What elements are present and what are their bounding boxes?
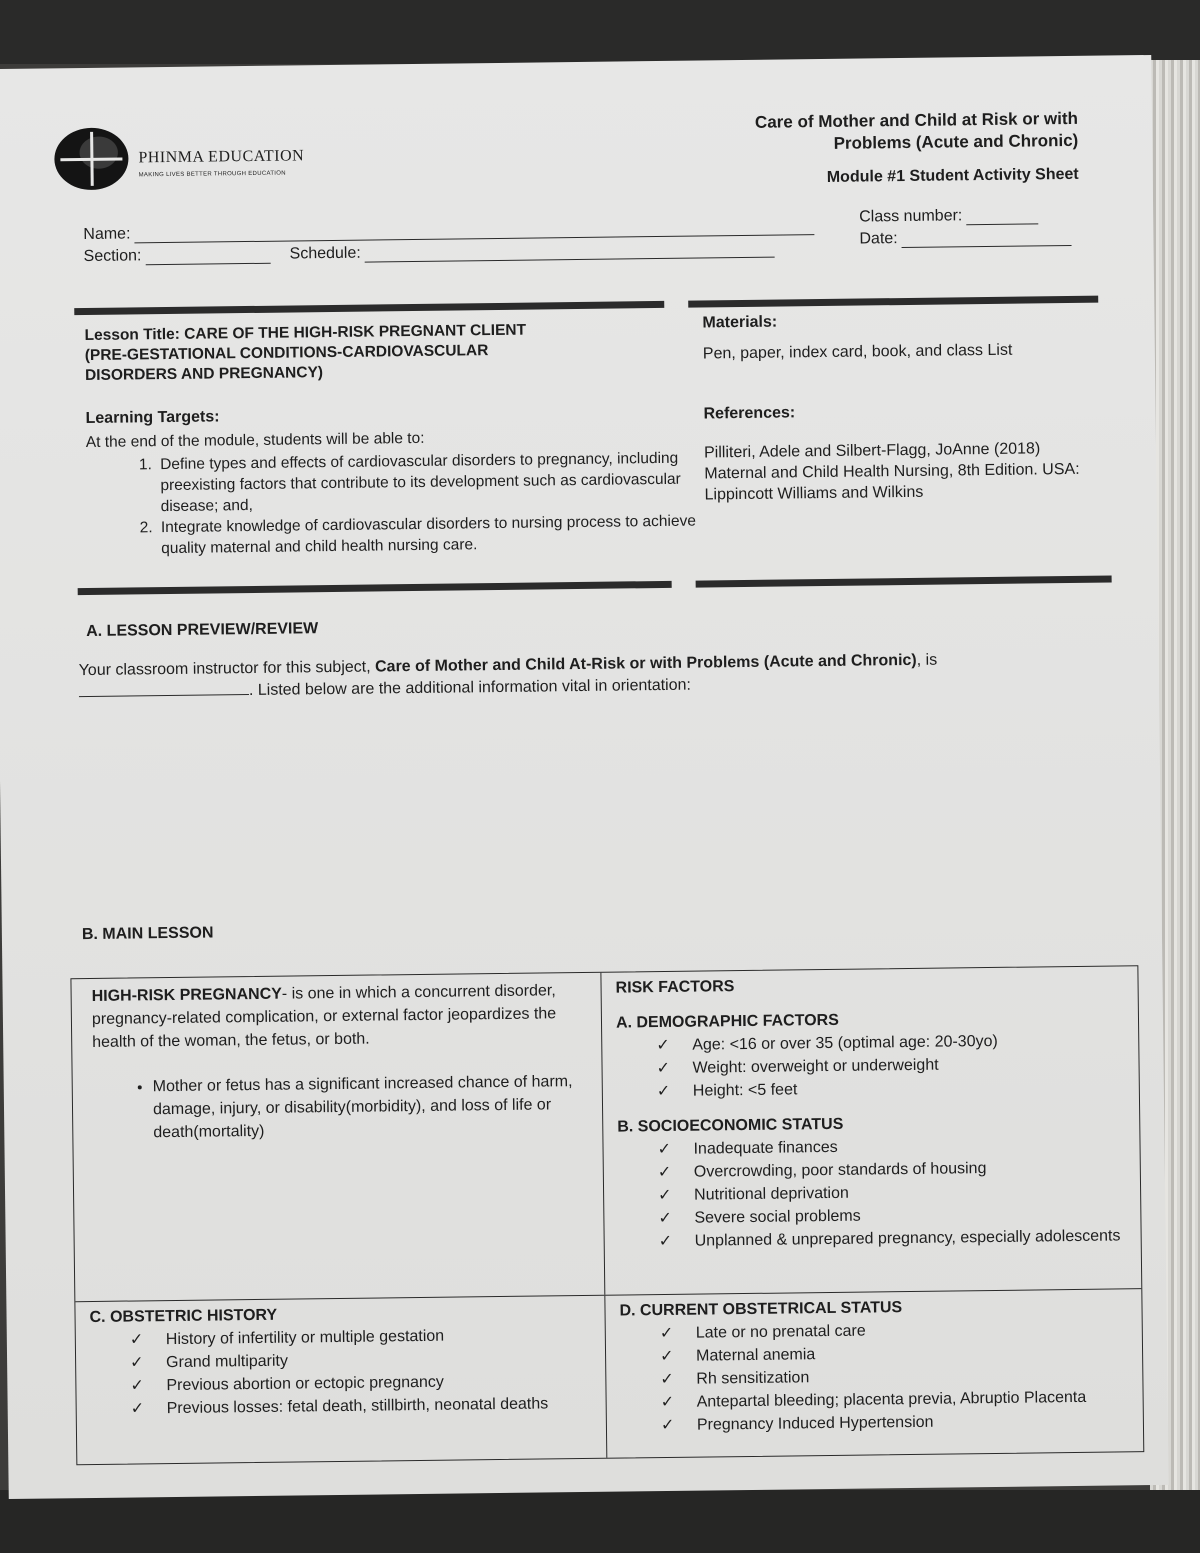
course-title-line1: Care of Mother and Child at Risk or with (754, 108, 1079, 132)
checkmark-icon: ✓ (658, 1186, 672, 1205)
list-item: ✓ Late or no prenatal care (660, 1316, 1127, 1345)
checkmark-icon: ✓ (658, 1232, 673, 1251)
checkmark-icon: ✓ (657, 1163, 672, 1182)
checkmark-icon: ✓ (660, 1416, 675, 1435)
definition-bullet-list (87, 1070, 589, 1145)
preview-text-mid: , is (916, 651, 938, 669)
list-item: ✓ Previous losses: fetal death, stillbirth, neonatal deaths (131, 1392, 592, 1421)
section-field[interactable] (84, 246, 271, 266)
list-item: ✓ Antepartal bleeding; placenta previa, Abruptio Placenta (661, 1385, 1128, 1414)
checkmark-icon: ✓ (656, 1059, 671, 1078)
course-title (755, 108, 1079, 156)
definition-cell (71, 973, 605, 1301)
divider-right-top (688, 296, 1098, 308)
checkmark-icon: ✓ (656, 1082, 671, 1101)
checkmark-icon: ✓ (657, 1140, 672, 1159)
instructor-name-blank[interactable] (79, 682, 249, 697)
demographic-heading: A. DEMOGRAPHIC FACTORS (615, 1011, 839, 1032)
class-number-label: Class number: (859, 207, 963, 226)
main-lesson-table (70, 965, 1144, 1465)
date-blank[interactable] (902, 231, 1072, 248)
obstetric-history-list (90, 1323, 592, 1421)
risk-factors-cell (601, 966, 1140, 1295)
obstetric-history-heading: C. OBSTETRIC HISTORY (89, 1306, 278, 1327)
learning-targets-list (86, 447, 732, 560)
schedule-field[interactable] (289, 240, 774, 264)
phinma-logo-icon (54, 127, 129, 190)
list-item: ✓ Previous abortion or ectopic pregnancy (130, 1369, 591, 1398)
lesson-title (84, 319, 645, 386)
risk-factors-heading: RISK FACTORS (615, 978, 735, 997)
checkmark-icon: ✓ (660, 1393, 675, 1412)
divider-right-bottom (696, 575, 1112, 587)
org-name: PHINMA EDUCATION (138, 147, 305, 167)
name-label: Name: (83, 225, 131, 244)
preview-text-end: . Listed below are the additional information vital in orientation: (248, 676, 692, 700)
high-risk-definition (85, 977, 587, 1056)
list-item: ✓ Height: <5 feet (657, 1074, 1124, 1103)
date-label: Date: (859, 230, 898, 248)
section-a-heading: A. LESSON PREVIEW/REVIEW (86, 620, 319, 641)
list-item: ✓ Inadequate finances (657, 1132, 1124, 1161)
table-row (75, 1288, 1143, 1464)
learning-target-item: 2. Integrate knowledge of cardiovascular disorders to nursing process to achieve quality maternal and child health nursing care. (157, 510, 732, 559)
materials-text: Pen, paper, index card, book, and class List (702, 341, 1013, 363)
preview-course-name: Care of Mother and Child At-Risk or with Problems (Acute and Chronic) (374, 651, 917, 676)
divider-left-top (74, 301, 664, 315)
checkmark-icon: ✓ (659, 1347, 674, 1366)
table-row (71, 966, 1141, 1301)
divider-left-bottom (78, 581, 672, 595)
checkmark-icon: ✓ (658, 1209, 672, 1228)
org-tagline: MAKING LIVES BETTER THROUGH EDUCATION (138, 170, 286, 179)
learning-targets-intro: At the end of the module, students will be able to: (85, 429, 425, 452)
references-text: Pilliteri, Adele and Silbert-Flagg, JoAnne (2018) Maternal and Child Health Nursing, 8th Edition. USA: Lippincott Williams and Wilkins (703, 440, 1080, 504)
learning-targets-heading: Learning Targets: (85, 408, 220, 428)
current-status-heading: D. CURRENT OBSTETRICAL STATUS (619, 1299, 903, 1320)
obstetric-history-cell (75, 1296, 607, 1464)
section-blank[interactable] (145, 249, 270, 266)
list-item: ✓ Rh sensitization (660, 1362, 1127, 1391)
checkmark-icon: ✓ (130, 1354, 144, 1372)
socioeconomic-heading: B. SOCIOECONOMIC STATUS (617, 1115, 844, 1136)
list-item: ✓ Nutritional deprivation (658, 1178, 1125, 1207)
definition-bullet: • Mother or fetus has a significant increased chance of harm, damage, injury, or disability(morbidity), and loss of life or death(mortality) (153, 1070, 589, 1144)
checkmark-icon: ✓ (660, 1370, 674, 1389)
date-field[interactable] (859, 228, 1071, 249)
current-status-cell (605, 1289, 1142, 1458)
list-item: ✓ Weight: overweight or underweight (656, 1051, 1123, 1080)
checkmark-icon: ✓ (656, 1036, 670, 1055)
references-heading: References: (703, 404, 796, 423)
course-title-line2: Problems (Acute and Chronic) (833, 130, 1079, 153)
class-number-field[interactable] (859, 206, 1038, 226)
list-item: ✓ Age: <16 or over 35 (optimal age: 20-30yo) (656, 1028, 1123, 1057)
list-item: ✓ Grand multiparity (130, 1346, 591, 1375)
section-label: Section: (83, 247, 142, 266)
section-b-heading: B. MAIN LESSON (81, 924, 214, 944)
list-item: ✓ Unplanned & unprepared pregnancy, especially adolescents (659, 1224, 1126, 1253)
checkmark-icon: ✓ (130, 1400, 145, 1418)
list-item: ✓ Overcrowding, poor standards of housing (658, 1155, 1125, 1184)
lesson-title-line2: (PRE-GESTATIONAL CONDITIONS-CARDIOVASCULAR (84, 342, 489, 365)
phinma-logo (54, 125, 315, 198)
lesson-title-line3: DISORDERS AND PREGNANCY) (84, 364, 324, 385)
activity-sheet (0, 55, 1169, 1499)
definition-term: HIGH-RISK PREGNANCY (91, 985, 282, 1005)
preview-text-start: Your classroom instructor for this subject, (78, 658, 376, 680)
list-item: ✓ History of infertility or multiple gestation (130, 1323, 591, 1352)
lesson-preview-text (79, 647, 1119, 704)
photo-background-bottom (0, 1490, 1200, 1553)
materials-heading: Materials: (702, 313, 778, 332)
schedule-blank[interactable] (365, 243, 775, 263)
list-item: ✓ Severe social problems (658, 1201, 1125, 1230)
demographic-list (616, 1028, 1124, 1103)
socioeconomic-list (617, 1132, 1125, 1253)
schedule-label: Schedule: (289, 244, 361, 263)
lesson-title-line1: Lesson Title: CARE OF THE HIGH-RISK PREGNANT CLIENT (84, 321, 527, 345)
module-label: Module #1 Student Activity Sheet (826, 165, 1079, 186)
current-status-list (620, 1316, 1128, 1437)
photo-background-top (0, 0, 1200, 64)
checkmark-icon: ✓ (130, 1377, 144, 1395)
learning-target-item: 1. Define types and effects of cardiovascular disorders to pregnancy, including preexisting factors that contribute to its development such as cardiovascular disease; and, (156, 447, 732, 517)
list-item: ✓ Pregnancy Induced Hypertension (661, 1408, 1128, 1437)
checkmark-icon: ✓ (659, 1324, 674, 1343)
definition-text: - is one in which a concurrent disorder, pregnancy-related complication, or external factor jeopardizes the health of the woman, the fetus, or both. (91, 982, 557, 1051)
checkmark-icon: ✓ (129, 1331, 144, 1349)
class-number-blank[interactable] (966, 209, 1038, 225)
list-item: ✓ Maternal anemia (660, 1339, 1127, 1368)
